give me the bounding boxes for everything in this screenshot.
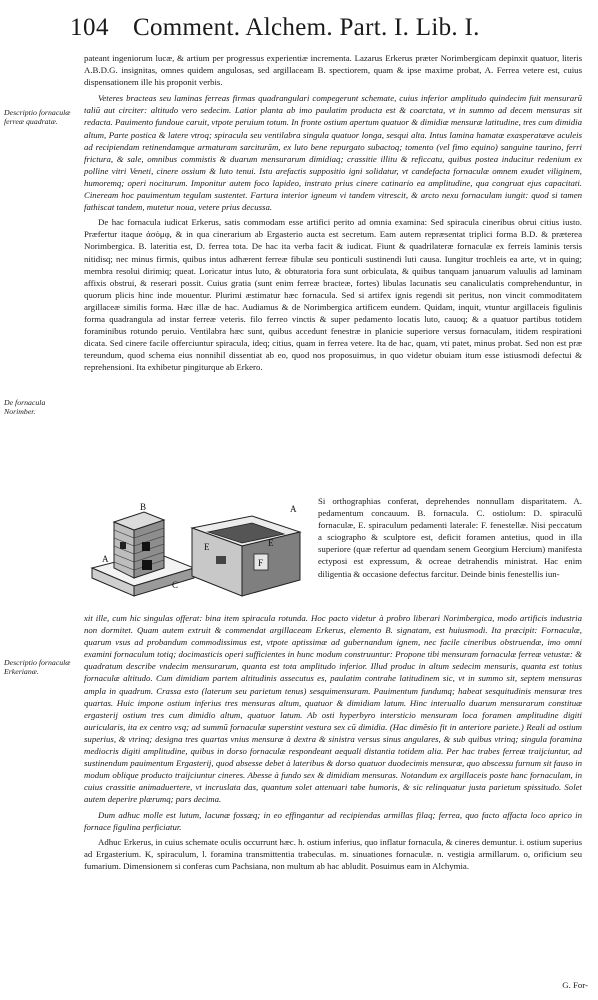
figure-side-text: Si orthographias conferat, deprehendes nonnullam disparitatem. A. pedamentum concauum. B. fornacula. C. ostiolum: D. spiraculū fornaculæ, E. spiraculum pedamenti laterale: F. fenestellæ. Nisi peccatum a sciographo & sculptore est, deficit foramen antetius, quod in illa superiore (quæ refertur ad quendam senem Georgium Hercium) manifesta ectyposi est expressum, & ocreae detrahendis ministrat. Hac enim diligentia & occasione defectus farcitur. Deinde binis fenestellis iun- <box>318 496 582 579</box>
page-number: 104 <box>70 14 109 41</box>
catchword: G. For- <box>562 980 588 990</box>
woodcut-figure <box>82 498 312 606</box>
figure-label-f: F <box>258 558 264 568</box>
paragraph-de-hac-fornacula: De hac fornacula iudicat Erkerus, satis commodam esse artifici perito ad omnia examina: Sed spiracula cineribus obrui citius iusto. Præfertur itaque ἀσόμφ, & in qua cinerarium ab Ergasterio aucta est secretum. Eam autem repræsentat triplici forma B.D. & præterea Norimbergica. B. lateritia est, D. ferrea tota. De hac ita verba facit & iudicat. Fiunt & quadrilateræ fornaculæ ex ferreis laminis tersis nitidisq; nec minus firmis, quibus intus adhærent ferreæ fibulæ seu ponticuli sustinendi luti causa. Iungitur trochleis ea arte, vt in quing; membra resolui dirimiq; queat. Loricatur intus luto, & obturatoria fora sunt orbiculata, & quibus tanquam januarum valuulis ad laminam affixis obstrui, & reserari possit. Cuius gratia (sunt enim ferreæ bracteæ, fortes) libulas lacunatis seu canaliculatis comprehenduntur, in quorum plicis hinc inde mouentur. Plurimi æstimatur hæc fornacula. Sed si artifex ignis regendi sit peritus, non vincit commoditatem argillaceæ similis forma. Hæc illæ de hac. Audiamus & de Norimbergica artificem eundem. Quidam, inquit, vtuntur argillaceis figulinis forma quadrangula ad instar ferreæ veteris. filo ferreo vinctis & super pedamento locatis luto, cauoq; & a quatuor partibus totidem foraminibus rotundo peruio. Ventilabra hæc sunt, quibus accedunt fenestræ in planicie superiore versus fornaculam, itidem respirationi dicata. Sed cinere facile offerciuntur spiracula, ideq; citius, quam in ferrea vetere. Ita de hac, quam, vti patet, minus probat. Sed non est præ tereundum, quod schema eius nonnihil dissentiat ab eo, quod nos proposuimus, in quo videtur obuiam itum esse istiusmodi defectui & reprehensioni. Ita exhibetur pingiturque ab Erkero. <box>84 217 582 373</box>
paragraph-intro: pateant ingeniorum lucæ, & artium per progressus experientiæ incrementa. Lazarus Erkerus præter Norimbergicam depinxit quatuor, literis A.B.D.G. insignitas, omnes quidem angulosas, sed argillaceam B. spectiorem, quam & ipse maxime probat, A. Ferrea vetere est, cuius dispensationem ille his proponit verbis. <box>84 53 582 88</box>
figure-label-b: B <box>140 502 147 512</box>
hollow-pedestal-drawing <box>192 516 300 596</box>
figure-label-a-left: A <box>102 554 109 564</box>
running-title: Comment. Alchem. Part. I. Lib. I. <box>133 14 480 41</box>
margin-note-erkeriana: Descriptio fornaculæ Erkerianæ. <box>4 658 71 677</box>
margin-note-norimber: De fornacula Norimber. <box>4 398 46 417</box>
page-header <box>70 14 590 48</box>
figure-label-e-right: E <box>268 538 274 548</box>
main-text-bottom <box>84 612 582 872</box>
figure-label-e-left: E <box>204 542 210 552</box>
paragraph-adhuc-erkerus: Adhuc Erkerus, in cuius schemate oculis occurrunt hæc. h. ostium inferius, quo inflatur fornacula, & cineres demuntur. i. ostium superius ad Ergasterium. K, spiraculum, l. foramina transmittentia trabeculas. m. sinuationes fornaculæ. n. vestigia armillarum. o, orificium seu fumarium. Dimensionem si conferas cum Pachsiana, non multum ab hac abludit. Posuimus eam in Alchymia. <box>84 836 582 871</box>
paragraph-erkeriana: xit ille, cum hic singulas offerat: bina item spiracula rotunda. Hoc pacto videtur à probro liberari Norimbergica, modo artificis industria non dormitet. Quam autem extruit & commendat argillaceam Erkerus, elemento B. signatam, est huiusmodi. Ita præcipit: Fornaculæ, quarum vsus ad probandum commodissimus est, vtpote aptissimæ ad gubernandum ignem, nec facile cineribus obstruendæ, imo omni examini fornaculum totiq; docimasticis operi sufficientes in hunc modum construuntur: Propone tibi mensuram fornaculæ ferreæ vetustæ: & quadratum describe vndecim mensurarum, quanta est tota amplitudo inferior. Illud produc in altum sedecim mensuris, quanta est totius fornaculæ altitudo. Cum dimidiam partem altitudinis assecutus es, paulatim contrahe latitudinem sic, vt in summo sit, septem mensuras ampla in quadrum. Crassa esto (laterum seu parietum tenus) sesquimensuram. Pauimentum fundumq; habeat sesquitudinis mensuræ tres quartas. Huic impone ostium inferius tres mensuras altum, quatuor & dimidiam latum. Hinc interuallo duarum mensurarum constituæ ergasterij ostium tres cum dimidio altum, quatuor latum. Ab osti hyperbyro intersticio mensuram loca foramen amplitudine digiti auricularis, ita ex centro vsq; ad summū fornaculæ superstint vestura sex cū dimidia. (Hac dimēsio fit in anteriore pariete.) Reali ad ostium superius, & vtrinq; designa tres quartas vnius mensuræ à dextra & sinistra versus sinus angulares, & sub quibus vtrinq; singula foramina mediocris digiti amplitudine, quibus in dorso fornaculæ respondeant aequali distantia totidem alia. Per hac trabes ferreæ traijciuntur, ad sustinendum pauimentum Ergasterij, quod absesse debet à lateribus & dorso quatuor duodecimis mensuræ, quo abscessu furnum sit fauso in modum oblique producto traijciuntur cineres. Abesse à fundo sex & dimidiam mensuras. Notandum ex argillaceis poste hanc fornaculam, in cuius crassitie animaduertere, vt incruslata das, quantum solet attenuari tabe humoris, & sic relinquatur justa parietum spissitudo. Solet autem deperire plærumq; pars decima. <box>84 613 582 805</box>
main-text-top <box>84 52 582 373</box>
figure-label-c: C <box>172 580 179 590</box>
margin-note-descriptio-ferreae: Descriptio fornaculæ ferreæ quadratæ. <box>4 108 71 127</box>
paragraph-dum-adhuc: Dum adhuc molle est lutum, lacunæ fossæq; in eo effingantur ad recipiendas armillas filaq; ferrea, quo facto affacta loco aprico in fornace figulina perficiatur. <box>84 809 582 832</box>
paragraph-veteres-quote: Veteres bracteas seu laminas ferreas firmas quadrangulari compegerunt schemate, cuius inferior amplitudo quindecim fuit mensurarū taliū aut circiter: altitudo vero sedecim. Latior planta ab imo paulatim producta est & coarctata, vt in summo ad decem mensuras sit redacta. Pauimento fundoue caruit, vtpote peruium totum. In fronte ostium apertum quatuor & dimidiæ mensuræ latitudine, tres cum dimidia altum, Parte postica & latere vtroq; spiracula seu ventilabra singula quatuor longa, sesqui alta. Intus lamina hamatæ exasperatæve aculeis ad recipiendam retinendamque armaturam sarciturām, ex luto bene repurgato subactoq; tomento (vel fimo equino) sanguine taurino, ferri frictura, & sale, omnibus commistis & duarum mensurarum dimidiaq; crassitie illitu & reficcatu, quibus postea inducitur redenium ex polline vitri Veneti, cinere ossium & luto tenui. Istu arefactis suppositio igni solidatur, vt candefacta fornaculæ omnem exudet viliginem, humoremq; operi nociturum. Imponitur autem foco lapideo, instrato prius cinere catinario ea amplitudine, qua congruat ejus capacitati. Cineream hoc pauimentum tegulam sustentet. Fartura interior igneum vi tandem vitrescit, & arcto nexu fornaculam iungit: quod si tamen fathiscat tandem, mutetur noua, vetere prius decussa. <box>84 93 582 213</box>
figure-label-a-right: A <box>290 504 297 514</box>
furnace-illustration <box>82 498 312 606</box>
